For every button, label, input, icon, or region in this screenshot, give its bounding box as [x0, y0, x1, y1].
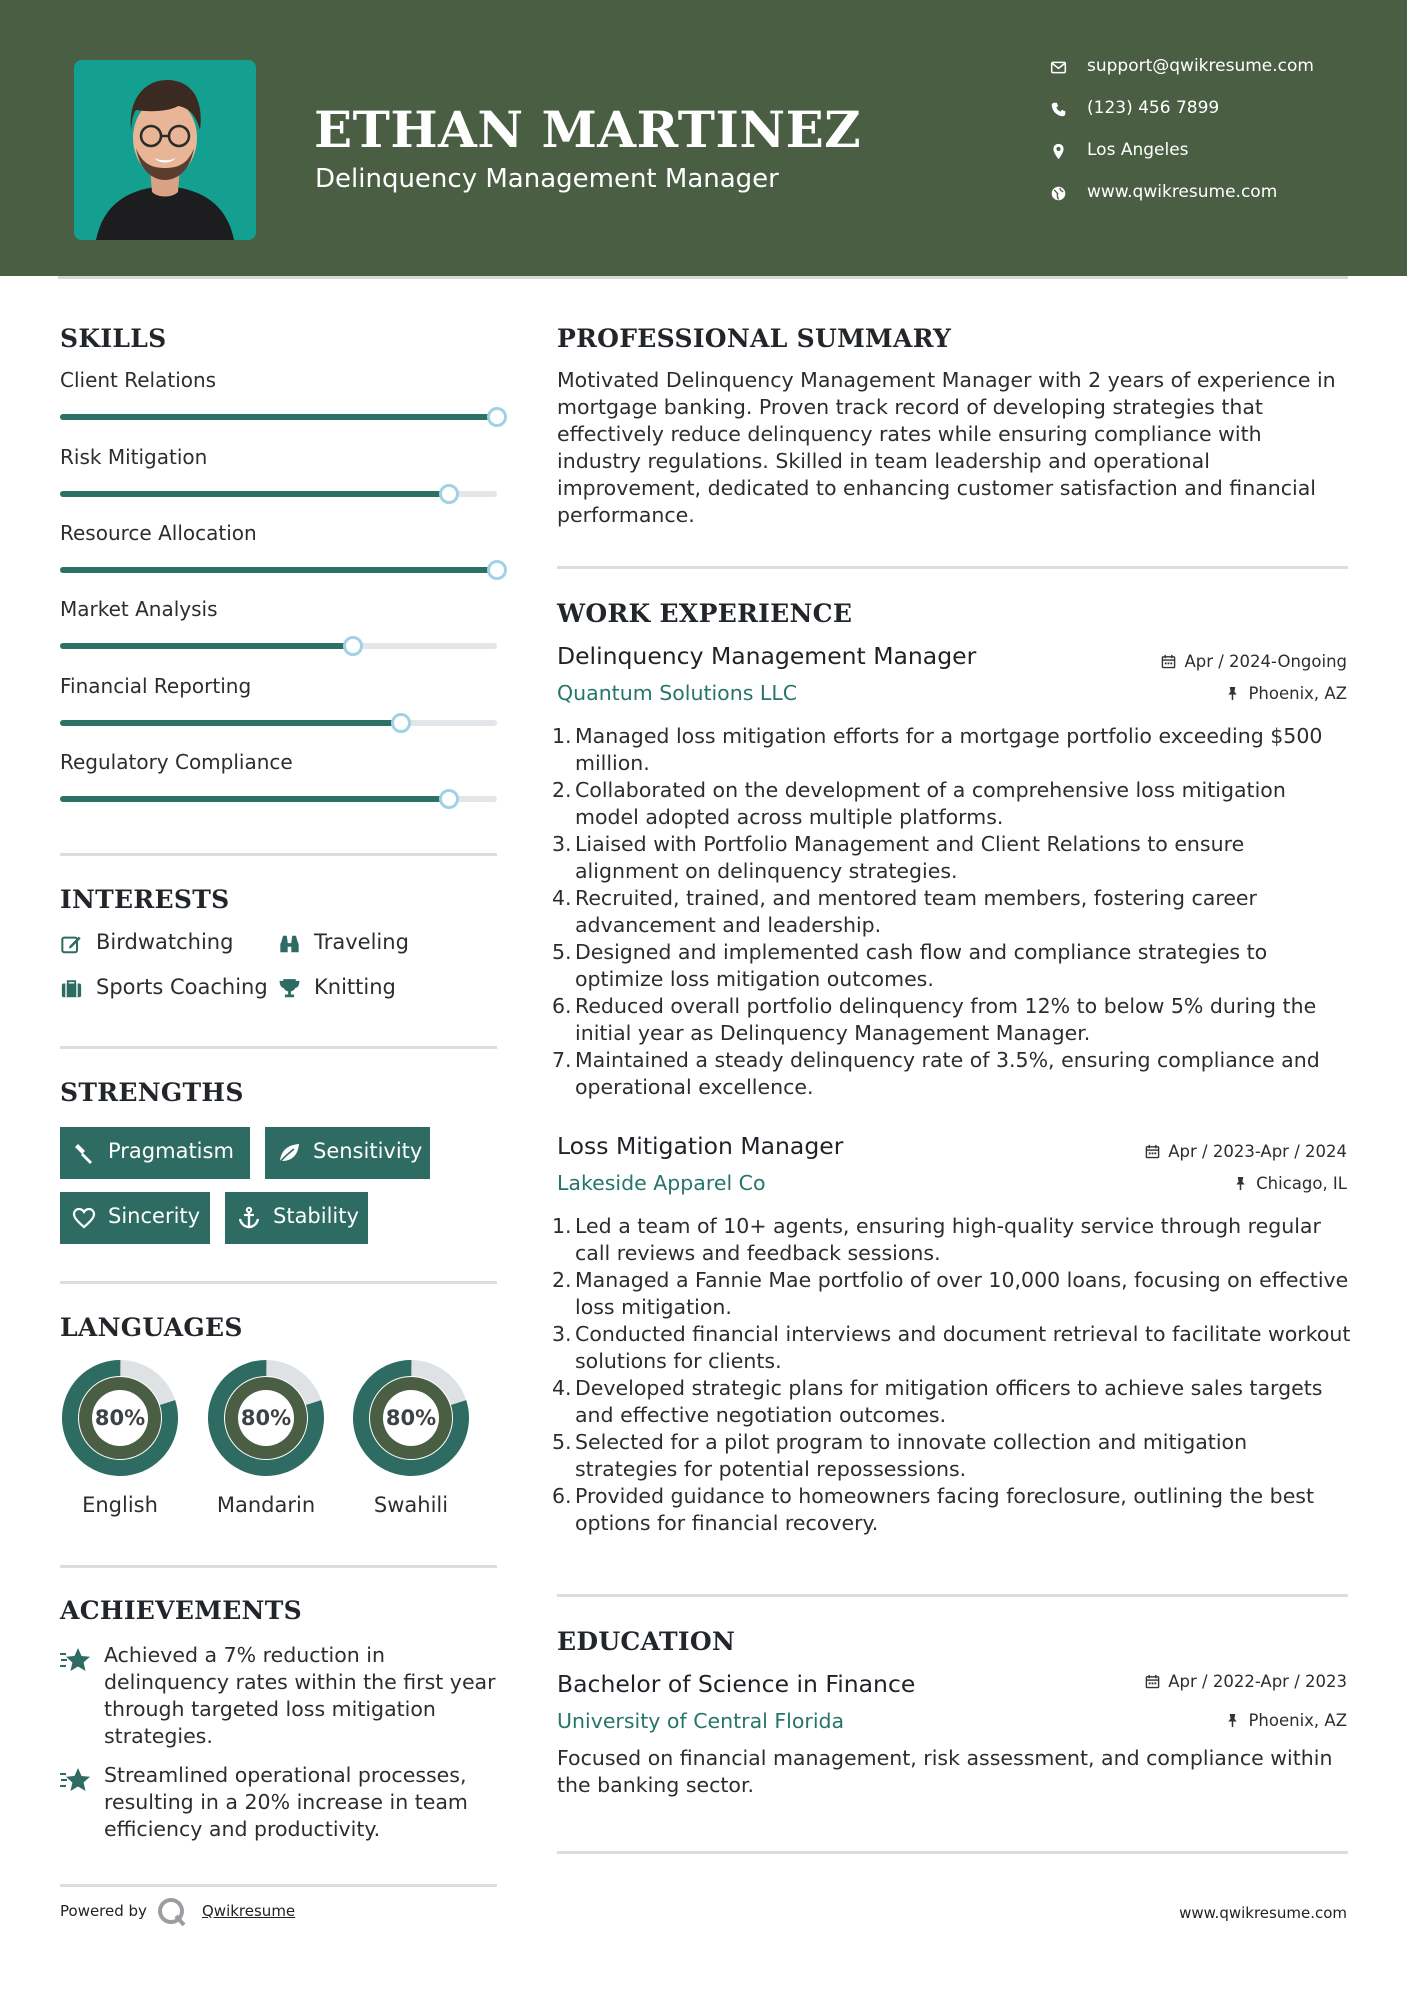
list-item: 2. Managed a Fannie Mae portfolio of over 10,000 loans, focusing on effective loss mitigation.	[552, 1268, 1349, 1319]
strength-tag	[60, 1127, 250, 1179]
skill-bar-knob	[391, 713, 411, 733]
contact-location	[1050, 140, 1380, 182]
briefcase-icon	[60, 978, 83, 1000]
education-dates-text: Apr / 2022-Apr / 2023	[1168, 1672, 1347, 1691]
list-item: 1. Led a team of 10+ agents, ensuring high-quality service through regular call reviews and feedback sessions.	[552, 1214, 1321, 1265]
list-item: 4. Developed strategic plans for mitigation officers to achieve sales targets and effective negotiation outcomes.	[552, 1376, 1323, 1427]
qwikresume-logo-icon	[156, 1896, 188, 1928]
skill-bar-knob	[487, 407, 507, 427]
skill-bar	[60, 567, 497, 573]
section-divider	[60, 1046, 497, 1049]
list-item: 1. Managed loss mitigation efforts for a mortgage portfolio exceeding $500 million.	[552, 724, 1323, 775]
bullet-text: Selected for a pilot program to innovate collection and mitigation strategies for potential repossessions.	[575, 1430, 1248, 1481]
footer-website[interactable]: www.qwikresume.com	[1179, 1904, 1347, 1922]
achievement-text: Streamlined operational processes, resulting in a 20% increase in team efficiency and productivity.	[104, 1763, 468, 1841]
language-name: English	[82, 1493, 158, 1517]
skills-heading: SKILLS	[60, 324, 167, 353]
job-location	[1233, 1174, 1347, 1193]
skill-label: Financial Reporting	[60, 674, 252, 698]
envelope-icon	[1050, 59, 1067, 76]
strength-label: Sincerity	[108, 1204, 201, 1228]
contact-list	[1050, 56, 1380, 224]
trophy-icon	[278, 978, 301, 1000]
globe-icon	[1050, 185, 1067, 202]
star-badge-icon	[60, 1646, 92, 1676]
profile-photo	[74, 60, 256, 240]
list-item: 3. Conducted financial interviews and document retrieval to facilitate workout solutions for clients.	[552, 1322, 1351, 1373]
powered-by-text: Powered by	[60, 1902, 147, 1920]
strength-tag	[265, 1127, 430, 1179]
strength-tag	[225, 1192, 368, 1244]
skill-bar	[60, 414, 497, 420]
skill-bar-fill	[60, 491, 449, 497]
interest-label: Sports Coaching	[96, 975, 268, 999]
leaf-icon	[277, 1141, 301, 1165]
education-dates	[1145, 1672, 1347, 1691]
pushpin-icon	[1225, 1713, 1240, 1728]
bullet-text: Maintained a steady delinquency rate of 3.5%, ensuring compliance and operational excellence.	[575, 1048, 1320, 1099]
education-location-text: Phoenix, AZ	[1248, 1711, 1347, 1730]
achievements-heading: ACHIEVEMENTS	[60, 1596, 302, 1625]
skill-bar-knob	[343, 636, 363, 656]
skill-label: Risk Mitigation	[60, 445, 208, 469]
list-item: 7. Maintained a steady delinquency rate of 3.5%, ensuring compliance and operational excellence.	[552, 1048, 1320, 1099]
school-name: University of Central Florida	[557, 1709, 845, 1733]
bullet-text: Managed loss mitigation efforts for a mortgage portfolio exceeding $500 million.	[575, 724, 1323, 775]
section-divider	[60, 1565, 497, 1568]
skill-bar	[60, 643, 497, 649]
bullet-text: Developed strategic plans for mitigation officers to achieve sales targets and effective negotiation outcomes.	[575, 1376, 1323, 1427]
skill-label: Regulatory Compliance	[60, 750, 293, 774]
job-dates	[1161, 652, 1347, 671]
contact-website-text: www.qwikresume.com	[1087, 182, 1278, 202]
job-location	[1225, 684, 1347, 703]
company-name: Lakeside Apparel Co	[557, 1171, 766, 1195]
achievement-item	[60, 1642, 500, 1752]
skill-bar-fill	[60, 720, 401, 726]
language-donut	[350, 1357, 472, 1479]
job-title: Delinquency Management Manager	[557, 642, 977, 670]
list-item: 5. Selected for a pilot program to innovate collection and mitigation strategies for potential repossessions.	[552, 1430, 1248, 1481]
achievement-item	[60, 1762, 500, 1847]
skill-bar-fill	[60, 796, 449, 802]
degree-title: Bachelor of Science in Finance	[557, 1670, 916, 1698]
bullet-text: Managed a Fannie Mae portfolio of over 10,000 loans, focusing on effective loss mitigation.	[575, 1268, 1349, 1319]
contact-phone-text: (123) 456 7899	[1087, 98, 1220, 118]
achievement-text: Achieved a 7% reduction in delinquency rates within the first year through targeted loss mitigation strategies.	[104, 1643, 496, 1748]
contact-location-text: Los Angeles	[1087, 140, 1189, 160]
section-divider	[60, 853, 497, 856]
bullet-text: Conducted financial interviews and document retrieval to facilitate workout solutions for clients.	[575, 1322, 1351, 1373]
section-divider	[60, 1281, 497, 1284]
candidate-title: Delinquency Management Manager	[315, 164, 779, 194]
languages-heading: LANGUAGES	[60, 1313, 243, 1342]
section-divider	[60, 1884, 497, 1887]
bullet-text: Provided guidance to homeowners facing foreclosure, outlining the best options for financial recovery.	[575, 1484, 1315, 1535]
contact-email[interactable]	[1050, 56, 1380, 98]
contact-email-text: support@qwikresume.com	[1087, 56, 1314, 76]
skill-bar	[60, 491, 497, 497]
calendar-icon	[1145, 1674, 1160, 1689]
header-divider	[58, 276, 1348, 279]
calendar-icon	[1145, 1144, 1160, 1159]
bullet-text: Recruited, trained, and mentored team members, fostering career advancement and leadership.	[575, 886, 1257, 937]
summary-text: Motivated Delinquency Management Manager with 2 years of experience in mortgage banking. Proven track record of developing strategies that effectively reduce delinquency rates while ensuring compliance with industry regulations. Skilled in team leadership and operational improvement, dedicated to enhancing customer satisfaction and financial performance.	[557, 368, 1336, 527]
skill-bar-knob	[439, 789, 459, 809]
interest-label: Knitting	[314, 975, 396, 999]
bullet-text: Led a team of 10+ agents, ensuring high-quality service through regular call reviews and feedback sessions.	[575, 1214, 1321, 1265]
skill-bar-fill	[60, 414, 497, 420]
contact-website[interactable]	[1050, 182, 1380, 224]
skill-bar-fill	[60, 643, 353, 649]
skill-bar	[60, 720, 497, 726]
bullet-text: Designed and implemented cash flow and compliance strategies to optimize loss mitigation outcomes.	[575, 940, 1268, 991]
section-divider	[557, 1851, 1348, 1854]
job-bullets	[552, 723, 1352, 1101]
summary-heading: PROFESSIONAL SUMMARY	[557, 324, 952, 353]
resume-header	[0, 0, 1407, 276]
heart-icon	[72, 1206, 96, 1230]
job-location-text: Chicago, IL	[1256, 1174, 1347, 1193]
job-location-text: Phoenix, AZ	[1248, 684, 1347, 703]
education-location	[1225, 1711, 1347, 1730]
candidate-name: ETHAN MARTINEZ	[314, 100, 862, 159]
strengths-heading: STRENGTHS	[60, 1078, 244, 1107]
job-title: Loss Mitigation Manager	[557, 1132, 844, 1160]
job-dates-text: Apr / 2023-Apr / 2024	[1168, 1142, 1347, 1161]
skill-bar-knob	[439, 484, 459, 504]
list-item: 6. Provided guidance to homeowners facing foreclosure, outlining the best options for financial recovery.	[552, 1484, 1315, 1535]
qwikresume-link[interactable]: Qwikresume	[202, 1902, 296, 1920]
list-item: 5. Designed and implemented cash flow and compliance strategies to optimize loss mitigation outcomes.	[552, 940, 1268, 991]
star-badge-icon	[60, 1766, 92, 1796]
skill-bar	[60, 796, 497, 802]
list-item: 2. Collaborated on the development of a comprehensive loss mitigation model adopted across multiple platforms.	[552, 778, 1286, 829]
anchor-icon	[237, 1206, 261, 1230]
pushpin-icon	[1233, 1176, 1248, 1191]
binoculars-icon	[278, 933, 301, 955]
language-percent: 80%	[385, 1406, 437, 1430]
language-percent: 80%	[94, 1406, 146, 1430]
skill-label: Client Relations	[60, 368, 217, 392]
list-item: 3. Liaised with Portfolio Management and Client Relations to ensure alignment on delinquency strategies.	[552, 832, 1245, 883]
list-item: 6. Reduced overall portfolio delinquency from 12% to below 5% during the initial year as Delinquency Management Manager.	[552, 994, 1317, 1045]
language-name: Swahili	[373, 1493, 449, 1517]
strength-label: Pragmatism	[108, 1139, 234, 1163]
list-item: 4. Recruited, trained, and mentored team members, fostering career advancement and leadership.	[552, 886, 1257, 937]
pushpin-icon	[1225, 686, 1240, 701]
bullet-text: Liaised with Portfolio Management and Client Relations to ensure alignment on delinquency strategies.	[575, 832, 1245, 883]
company-name: Quantum Solutions LLC	[557, 681, 798, 705]
education-heading: EDUCATION	[557, 1627, 736, 1656]
education-description: Focused on financial management, risk assessment, and compliance within the banking sector.	[557, 1746, 1333, 1797]
skill-label: Market Analysis	[60, 597, 218, 621]
skill-bar-fill	[60, 567, 497, 573]
language-percent: 80%	[240, 1406, 292, 1430]
bullet-text: Reduced overall portfolio delinquency from 12% to below 5% during the initial year as Delinquency Management Manager.	[575, 994, 1317, 1045]
skill-label: Resource Allocation	[60, 521, 257, 545]
strength-tag	[60, 1192, 210, 1244]
pencil-square-icon	[60, 933, 83, 955]
bullet-text: Collaborated on the development of a comprehensive loss mitigation model adopted across multiple platforms.	[575, 778, 1286, 829]
language-donut	[59, 1357, 181, 1479]
job-bullets	[552, 1213, 1352, 1537]
contact-phone[interactable]	[1050, 98, 1380, 140]
experience-heading: WORK EXPERIENCE	[557, 599, 853, 628]
interest-label: Birdwatching	[96, 930, 234, 954]
interests-heading: INTERESTS	[60, 885, 230, 914]
skill-bar-knob	[487, 560, 507, 580]
language-name: Mandarin	[216, 1493, 316, 1517]
language-donut	[205, 1357, 327, 1479]
calendar-icon	[1161, 654, 1176, 669]
job-dates-text: Apr / 2024-Ongoing	[1184, 652, 1347, 671]
section-divider	[557, 566, 1348, 569]
strength-label: Stability	[273, 1204, 359, 1228]
interest-label: Traveling	[314, 930, 409, 954]
map-pin-icon	[1050, 143, 1067, 160]
strength-label: Sensitivity	[313, 1139, 423, 1163]
gavel-icon	[72, 1141, 96, 1165]
section-divider	[557, 1594, 1348, 1597]
job-dates	[1145, 1142, 1347, 1161]
phone-icon	[1050, 101, 1067, 118]
